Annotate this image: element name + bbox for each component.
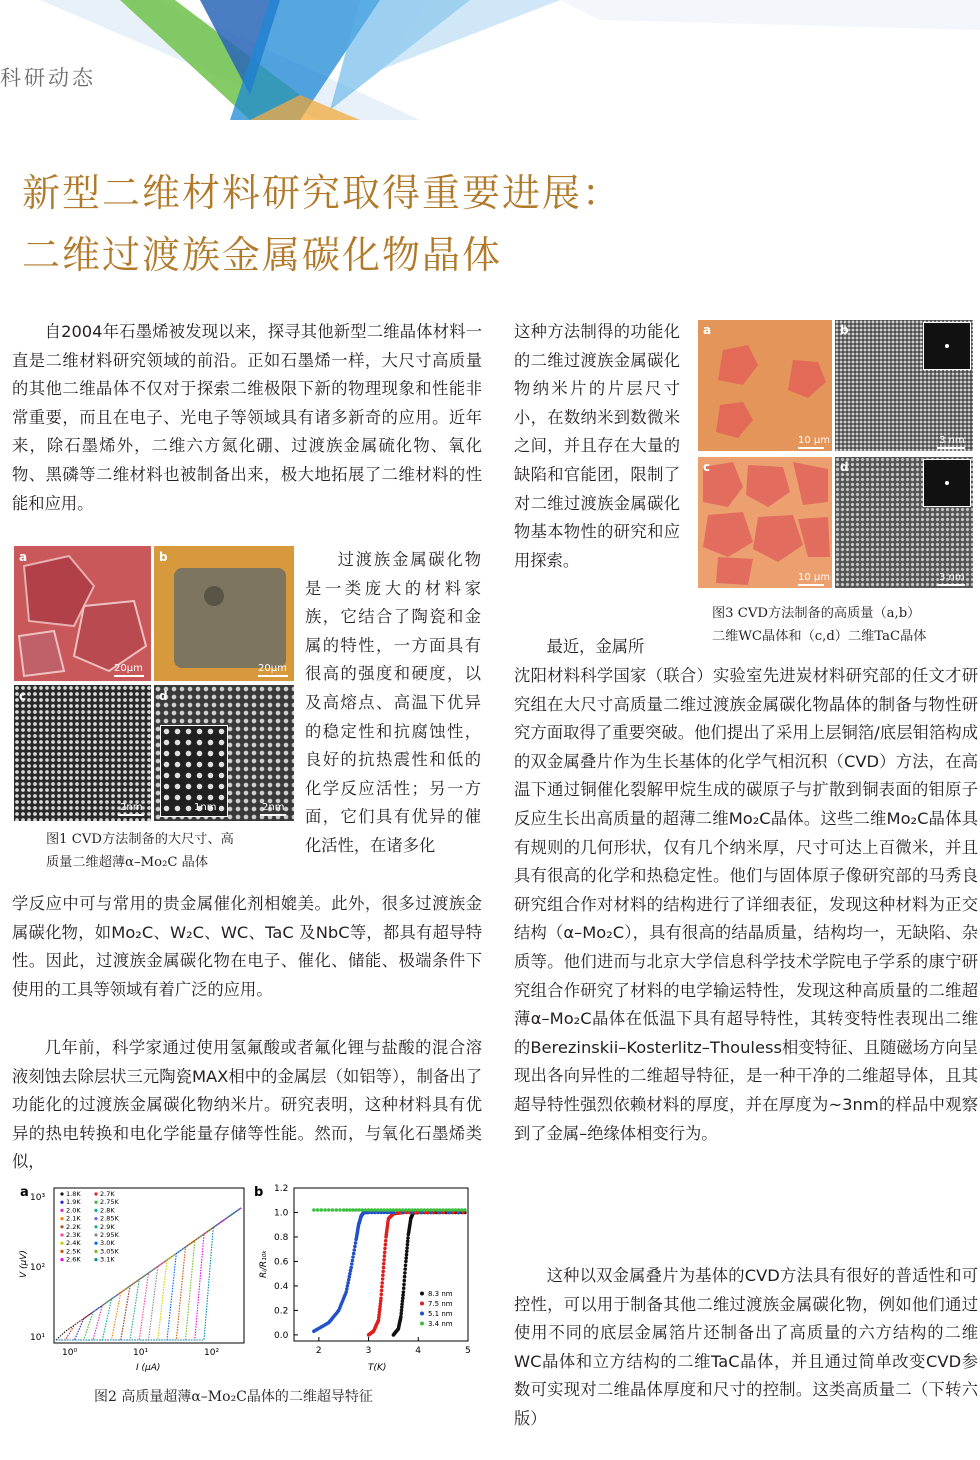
fig2b-point [382, 1258, 386, 1262]
fig2b-point [379, 1208, 383, 1212]
fig2a-legend-label: 2.9K [100, 1222, 115, 1231]
fig2b-point [380, 1281, 384, 1285]
fig3-label-a: a [703, 323, 712, 337]
fig2b-legend-marker [420, 1292, 424, 1296]
fig2a-legend-label: 2.95K [100, 1231, 119, 1239]
fig2b-point [402, 1283, 406, 1287]
paragraph-outlook: 这种以双金属叠片为基体的CVD方法具有很好的普适性和可控性，可以用于制备其他二维过渡族金属碳化物，例如他们通过使用不同的底层金属箔片还制备出了高质量的六方结构的二维WC晶体和立方结构的二维TaC晶体，并且通过简单改变CVD参数可实现对二维晶体厚度和尺寸的控制。这类高质量二（下转六版） [514, 1266, 978, 1428]
fig3-label-c: c [703, 460, 711, 474]
fig2b-point [401, 1208, 405, 1212]
fig2b-point [413, 1208, 417, 1212]
fig2a-ytick: 10² [30, 1263, 46, 1273]
fig2-label-b: b [254, 1185, 264, 1200]
fig2a-legend-label: 2.1K [66, 1214, 81, 1223]
fig2b-point [380, 1293, 384, 1297]
fig2b-point [404, 1208, 408, 1212]
fig2b-point [382, 1266, 386, 1270]
fig3-label-b: b [840, 323, 849, 337]
fig1-scale-b: 20μm [258, 663, 287, 674]
fig2b-xtick: 4 [415, 1346, 422, 1356]
fig2b-point [376, 1208, 380, 1212]
fig2b-point [345, 1287, 349, 1291]
fig2b-xtick: 5 [465, 1346, 471, 1356]
fig2a-legend-marker [60, 1209, 63, 1212]
fig1-label-b: b [159, 550, 168, 564]
fig2b-point [457, 1208, 461, 1212]
fig2b-legend-label: 3.4 nm [428, 1320, 453, 1328]
fig2b-legend-label: 5.1 nm [428, 1310, 453, 1318]
fig2b-point [445, 1208, 449, 1212]
paragraph-recent-a: 最近，金属所 [546, 637, 645, 656]
fig3-fft-inset-b [923, 322, 971, 370]
fig2b-point [383, 1254, 387, 1258]
fig3-label-d: d [840, 460, 849, 474]
fig2a-legend-marker [60, 1225, 63, 1228]
fig3-panel-c [698, 457, 832, 588]
fig2b-point [348, 1208, 352, 1212]
fig2b-point [351, 1255, 355, 1259]
fig2b-xlabel: T(K) [368, 1363, 387, 1373]
fig2a-legend-marker [94, 1225, 97, 1228]
section-label: 科研动态 [0, 66, 96, 90]
fig2b-point [460, 1208, 464, 1212]
fig3-scale-d: 3 nm [939, 572, 965, 583]
fig1-panel-b [154, 546, 294, 681]
fig2b-point [379, 1296, 383, 1300]
fig1-panel-a [14, 546, 151, 681]
fig2b-point [345, 1208, 349, 1212]
fig2b-point [351, 1259, 355, 1263]
fig2a-legend-marker [94, 1258, 97, 1261]
fig2b-point [353, 1245, 357, 1249]
fig2b-point [398, 1208, 402, 1212]
fig2b-legend-label: 7.5 nm [428, 1300, 453, 1308]
fig2b-point [403, 1267, 407, 1271]
fig2b-point [405, 1250, 409, 1254]
fig2b-point [451, 1208, 455, 1212]
fig3-panel-d [835, 457, 973, 588]
fig2a-ytick: 10³ [30, 1193, 46, 1203]
fig2b-point [353, 1248, 357, 1252]
fig3-scale-c: 10 μm [798, 572, 831, 583]
fig2b-point [320, 1208, 324, 1212]
fig2b-point [420, 1208, 424, 1212]
fig2a-legend-marker [94, 1250, 97, 1253]
fig2a-xlabel: I (μA) [136, 1363, 161, 1373]
fig2b-point [406, 1243, 410, 1247]
fig2a-legend-label: 1.8K [66, 1190, 81, 1198]
fig2b-ytick: 1.2 [274, 1184, 289, 1194]
fig3-caption-line2: 二维WC晶体和（c,d）二维TaC晶体 [712, 629, 927, 644]
fig2b-point [364, 1208, 368, 1212]
paragraph-recent-b: 沈阳材料科学国家（联合）实验室先进炭材料研究部的任文才研究组在大尺寸高质量二维过渡族金属碳化物晶体的制备与物性研究方面取得了重要突破。他们提出了采用上层铜箔/底层钼箔构成的双金属叠片作为生长基体的化学气相沉积（CVD）方法，在高温下通过铜催化裂解甲烷生成的碳原子与扩散到铜表面的钼原子反应生长出高质量的超薄二维Mo₂C晶体。这些二维Mo₂C晶体具有规则的几何形状，仅有几个纳米厚，尺寸可达上百微米，并且具有很高的化学和热稳定性。他们与固体原子像研究部的马秀良研究组合作对材料的结构进行了详细表征，发现这种材料为正交结构（α–Mo₂C），具有很高的结晶质量，结构均一，无缺陷、杂质等。他们进而与北京大学信息科学技术学院电子学系的康宁研究组合作研究了材料的电学输运特性，发现这种高质量的二维超薄α–Mo₂C晶体在低温下具有超导特性，其转变特性表现出二维的Berezinskii–Kosterlitz–Thouless相变特征、且随磁场方向呈现出各向异性的二维超导特征，是一种干净的二维超导体，且其超导特性强烈依赖材料的厚度，并在厚度为~3nm的样品中观察到了金属–绝缘体相变行为。 [514, 666, 978, 1143]
fig2b-point [316, 1208, 320, 1212]
fig2a-legend-label: 3.05K [100, 1247, 119, 1256]
fig2b-xtick: 3 [365, 1346, 372, 1356]
fig2b-legend-marker [420, 1312, 424, 1316]
fig2b-point [405, 1253, 409, 1257]
fig1-panel-c [14, 685, 151, 821]
fig2a-legend-marker [94, 1201, 97, 1204]
fig1-label-a: a [19, 550, 28, 564]
fig2b-xtick: 2 [315, 1346, 322, 1356]
fig1-scale-c: 2nm [120, 802, 143, 813]
fig1-caption-line2: 质量二维超薄α–Mo₂C 晶体 [46, 855, 209, 870]
fig3-panel-b [835, 320, 973, 451]
fig2b-point [354, 1208, 358, 1212]
fig2b-point [380, 1285, 384, 1289]
fig2b-point [335, 1208, 339, 1212]
fig2a-ylabel: V (μV) [19, 1250, 29, 1278]
fig2a-legend-label: 2.3K [66, 1231, 81, 1239]
fig2b-point [404, 1256, 408, 1260]
fig2b-point [384, 1239, 388, 1243]
figure-1 [14, 546, 294, 821]
fig2b-point [403, 1275, 407, 1279]
fig2a-legend-marker [60, 1233, 63, 1236]
fig2b-point [367, 1208, 371, 1212]
fig2b-point [400, 1309, 404, 1313]
fig2b-point [404, 1264, 408, 1268]
figure-3 [698, 320, 973, 588]
fig2a-xtick: 10² [204, 1348, 220, 1358]
fig3-scale-b: 3 nm [939, 435, 965, 446]
fig2b-point [358, 1208, 362, 1212]
paragraph-intro: 自2004年石墨烯被发现以来，探寻其他新型二维晶体材料一直是二维材料研究领域的前沿。正如石墨烯一样，大尺寸高质量的其他二维晶体不仅对于探索二维极限下新的物理现象和性能非常重要，而且在电子、光电子等领域具有诸多新奇的应用。近年来，除石墨烯外，二维六方氮化硼、过渡族金属硫化物、氧化物、黑磷等二维材料也被制备出来，极大地拓展了二维材料的性能和应用。 [12, 322, 482, 513]
fig3-scale-a: 10 μm [798, 435, 831, 446]
fig2b-point [344, 1290, 348, 1294]
fig2a-legend-marker [94, 1233, 97, 1236]
fig2a-legend-marker [60, 1250, 63, 1253]
fig2a-legend-label: 2.0K [66, 1206, 81, 1215]
fig2b-point [349, 1266, 353, 1270]
fig2b-point [354, 1241, 358, 1245]
fig1-caption-line1: 图1 CVD方法制备的大尺寸、高 [46, 832, 234, 847]
fig2a-xtick: 10⁰ [62, 1348, 78, 1358]
fig2b-ytick: 1.0 [274, 1208, 289, 1219]
fig2a-legend-marker [60, 1242, 63, 1245]
fig2a-legend-label: 3.0K [100, 1239, 115, 1248]
fig1-label-c: c [19, 689, 27, 703]
fig2-label-a: a [20, 1185, 29, 1200]
fig2a-legend-label: 2.8K [100, 1206, 115, 1215]
fig2b-point [401, 1293, 405, 1297]
fig2b-point [432, 1208, 436, 1212]
header-banner [0, 0, 980, 120]
fig2b-point [383, 1251, 387, 1255]
fig2a-legend-label: 2.85K [100, 1214, 119, 1223]
fig2b-point [389, 1208, 393, 1212]
fig2b-point [382, 1262, 386, 1266]
fig2b-point [373, 1208, 377, 1212]
fig2b-point [381, 1270, 385, 1274]
fig1-scale-a: 20μm [114, 663, 143, 674]
fig2a-legend-label: 2.6K [66, 1255, 81, 1264]
fig2b-point [463, 1208, 467, 1212]
fig2a-legend-marker [60, 1217, 63, 1220]
fig2b-legend-marker [420, 1322, 424, 1326]
fig2b-point [401, 1296, 405, 1300]
fig2b-point [426, 1208, 430, 1212]
fig2b-legend-marker [420, 1302, 424, 1306]
fig1-label-d: d [159, 689, 168, 703]
fig2a-legend-marker [60, 1201, 63, 1204]
fig2a-xtick: 10¹ [133, 1348, 149, 1358]
figure-2 [18, 1178, 480, 1376]
fig1-panel-d [154, 685, 294, 821]
fig2b-point [348, 1272, 352, 1276]
fig2b-point [395, 1208, 399, 1212]
fig2a-legend-marker [94, 1242, 97, 1245]
fig2b-point [405, 1246, 409, 1250]
fig2-caption: 图2 高质量超薄α–Mo₂C晶体的二维超导特征 [94, 1389, 373, 1405]
fig2b-ytick: 0.2 [274, 1306, 289, 1317]
fig2b-point [331, 1208, 335, 1212]
fig2a-legend-marker [94, 1209, 97, 1212]
fig2a-legend-label: 2.75K [100, 1198, 119, 1207]
fig2b-point [392, 1208, 396, 1212]
fig2b-point [346, 1281, 350, 1285]
fig2a-legend-label: 2.5K [66, 1247, 81, 1256]
fig2b-point [417, 1208, 421, 1212]
fig2a-ytick: 10¹ [30, 1333, 46, 1343]
fig2b-point [410, 1208, 414, 1212]
fig2a-legend-label: 2.2K [66, 1222, 81, 1231]
fig1-scale-d: 2nm [262, 802, 285, 813]
fig2b-point [406, 1239, 410, 1243]
fig2b-point [423, 1208, 427, 1212]
fig2b-point [406, 1236, 410, 1240]
fig2a-legend-label: 3.1K [100, 1255, 115, 1264]
article-title-line1: 新型二维材料研究取得重要进展： [22, 171, 623, 215]
fig2b-point [448, 1208, 452, 1212]
fig2b-point [381, 1273, 385, 1277]
fig2b-point [400, 1303, 404, 1307]
fig2b-point [402, 1290, 406, 1294]
fig2b-point [350, 1262, 354, 1266]
fig3-caption-line1: 图3 CVD方法制备的高质量（a,b） [712, 606, 921, 621]
fig2b-point [384, 1243, 388, 1247]
fig2b-point [342, 1208, 346, 1212]
fig2b-point [352, 1252, 356, 1256]
fig2b-point [454, 1208, 458, 1212]
fig2b-point [441, 1208, 445, 1212]
fig2b-point [382, 1208, 386, 1212]
fig2b-point [383, 1247, 387, 1251]
fig2a-legend-label: 2.4K [66, 1239, 81, 1248]
fig2b-point [327, 1208, 331, 1212]
fig1-scale-inset: 1nm [194, 802, 217, 813]
fig2a-legend-marker [60, 1258, 63, 1261]
fig2b-legend [420, 1290, 453, 1328]
fig2b-point [407, 1208, 411, 1212]
fig2b-point [346, 1284, 350, 1288]
fig2a-curves [56, 1208, 241, 1340]
fig2b-ytick: 0.0 [274, 1330, 289, 1341]
fig2b-point [361, 1208, 365, 1212]
fig2b-point [323, 1208, 327, 1212]
fig2b-point [351, 1208, 355, 1212]
fig2a-legend-marker [94, 1192, 97, 1195]
fig3-fft-inset-d [923, 459, 971, 507]
fig2b-point [403, 1271, 407, 1275]
fig2a-legend-marker [60, 1192, 63, 1195]
paragraph-carbides-a: 过渡族金属碳化物是一类庞大的材料家族，它结合了陶瓷和金属的特性，一方面具有很高的强度和硬度，以及高熔点、高温下优异的稳定性和抗腐蚀性，良好的抗热震性和低的化学反应活性；另一方面，它们具有优异的催化活性，在诸多化 [305, 550, 481, 855]
fig2b-point [403, 1279, 407, 1283]
fig2b-point [347, 1278, 351, 1282]
fig2b-point [438, 1208, 442, 1212]
fig2b-point [399, 1312, 403, 1316]
fig2b-point [435, 1208, 439, 1212]
paragraph-carbides-b: 学反应中可与常用的贵金属催化剂相媲美。此外，很多过渡族金属碳化物，如Mo₂C、W₂C、WC、TaC 及NbC等，都具有超导特性。因此，过渡族金属碳化物在电子、催化、储能、极端条件下使用的工具等领域有着广泛的应用。 [12, 894, 482, 999]
fig2a-legend-marker [94, 1217, 97, 1220]
fig3-panel-a [698, 320, 832, 451]
fig2b-legend-label: 8.3 nm [428, 1290, 453, 1298]
paragraph-method-limits: 这种方法制得的功能化的二维过渡族金属碳化物纳米片的片层尺寸小，在数纳米到数微米之间，并且存在大量的缺陷和官能团，限制了对二维过渡族金属碳化物基本物性的研究和应用探索。 [514, 322, 680, 570]
fig2b-point [429, 1208, 433, 1212]
article-title-line2: 二维过渡族金属碳化物晶体 [22, 233, 503, 277]
fig2b-point [370, 1208, 374, 1212]
fig2b-point [385, 1208, 389, 1212]
fig2b-point [349, 1269, 353, 1273]
paragraph-history: 几年前，科学家通过使用氢氟酸或者氟化锂与盐酸的混合溶液刻蚀去除层状三元陶瓷MAX相中的金属层（如铝等），制备出了功能化的过渡族金属碳化物纳米片。研究表明，这种材料具有优异的热电转换和电化学能量存储等性能。然而，与氧化石墨烯类似， [12, 1038, 482, 1172]
fig2b-point [381, 1277, 385, 1281]
fig2b-point [380, 1289, 384, 1293]
fig2b-point [402, 1286, 406, 1290]
fig2b-ytick: 0.8 [274, 1232, 289, 1243]
fig2a-legend-label: 2.7K [100, 1190, 115, 1198]
fig2b-ytick: 0.4 [274, 1281, 289, 1292]
fig2b-point [312, 1208, 316, 1212]
fig2b-ylabel: Rᵢ/R₁₀ₖ [259, 1249, 269, 1278]
fig2b-point [338, 1208, 342, 1212]
fig2b-ytick: 0.6 [274, 1257, 289, 1268]
fig2b-point [348, 1275, 352, 1279]
fig2b-point [404, 1260, 408, 1264]
fig2a-legend-label: 1.9K [66, 1198, 81, 1207]
fig2a-legend [60, 1190, 119, 1264]
